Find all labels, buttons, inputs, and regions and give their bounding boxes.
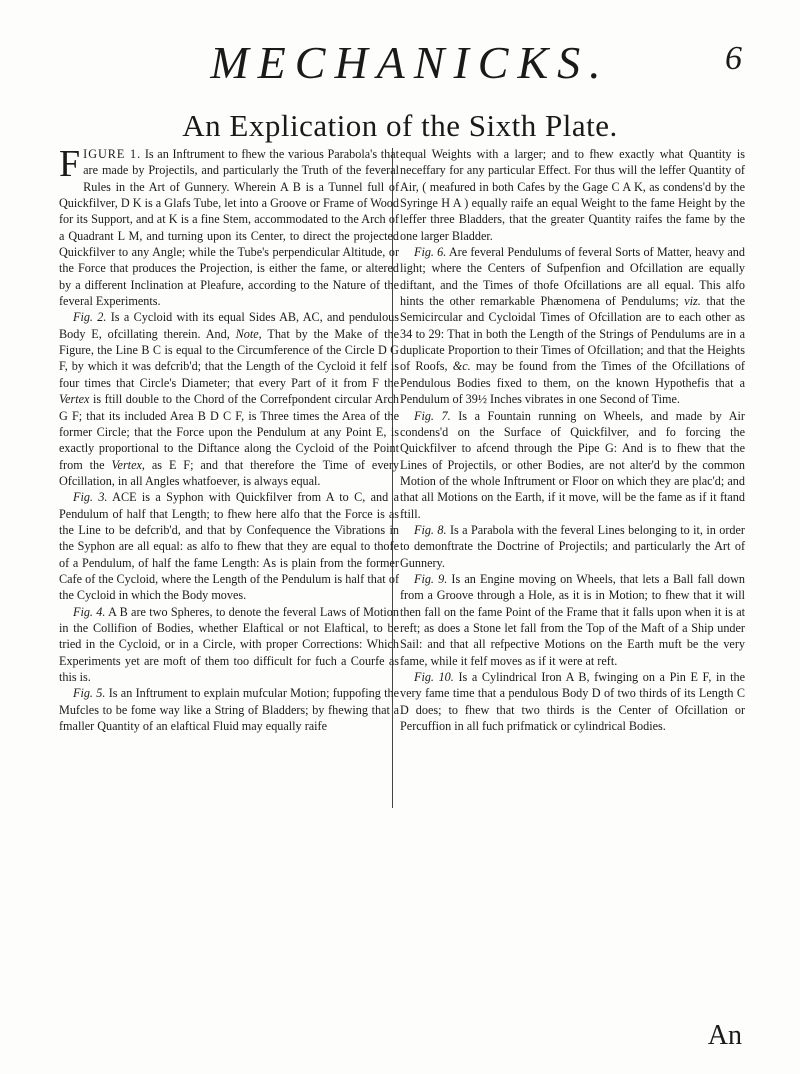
italic-term: viz. (684, 294, 701, 309)
paragraph-figure-8 (400, 522, 745, 571)
paragraph-text: ACE is a Syphon with Quickfilver from A to C, and a Pendulum of half that Length; to fhew here alfo that the Force is as the Line to be defcrib'd, and that by Confequence the Vibrations in the Syphon are all equal: as alfo to fhew that they are equal to thofe of a Pendulum, of half the fame Length: As is plain from the former Cafe of the Cycloid, where the Length of the Pendulum is half that of the Cycloid in which the Body moves. (59, 490, 399, 603)
paragraph-text: is ftill double to the Chord of the Correfpondent circular Arch G F; that its included Area B D C F, is Three times the Area of the former Circle; that the Force upon the Pendulum at any Point E, is exactly proportional to the Diftance along the Cycloid of the Point from the (59, 392, 399, 472)
catchword: An (707, 1020, 742, 1051)
paragraph-text: Is a Cycloid with its equal Sides AB, AC, and pendulous Body E, ofcillating therein. And, (59, 310, 399, 341)
paragraph-text: as E F; and that therefore the Time of every Ofcillation, in all Angles whatfoever, is always equal. (59, 457, 399, 488)
paragraph-text: may be found from the Times of the Ofcillations of Pendulous Bodies fixed to them, on the known Hypothefis that a Pendulum of 39½ Inches vibrates in one Second of Time. (400, 359, 745, 407)
paragraph-figure-4 (59, 604, 399, 686)
paragraph-figure-7 (400, 408, 745, 522)
drop-cap: F (59, 143, 81, 185)
italic-term: &c. (452, 359, 471, 374)
paragraph-text: A B are two Spheres, to denote the feveral Laws of Motion in the Collifion of Bodies, whether Elaftical or not Elaftical, to be tried in the Cycloid, or in a Circle, with proper Corrections: Which Experiments yet are moft of them too difficult for fuch a Courfe as this is. (59, 604, 399, 684)
paragraph-text: Is an Inftrument to explain mufcular Motion; fuppofing the Mufcles to be fome way like a String of Bladders; by fhewing that a fmaller Quantity of an elaftical Fluid may equally raife (59, 686, 399, 734)
figure-label: Fig. 9. (414, 571, 448, 586)
italic-term: Vertex (59, 392, 90, 407)
left-column (59, 143, 399, 734)
paragraph-continued (400, 146, 745, 244)
figure-label: Fig. 4. (73, 604, 106, 619)
paragraph-text: Is a Parabola with the feveral Lines belonging to it, in order to demonftrate the Doctrine of Projectils; and particularly the Art of Gunnery. (400, 522, 745, 570)
paragraph-text: Is a Cylindrical Iron A B, fwinging on a Pin E F, in the very fame time that a pendulous Body D of two thirds of its Length C D does; to fhew that two thirds is the Center of Ofcillation or Percuffion in all fuch prifmatick or cylindrical Bodies. (400, 670, 745, 734)
figure-label: IGURE 1. (83, 147, 142, 161)
paragraph-text: that the Semicircular and Cycloidal Times of Ofcillation are to each other as 34 to 29: That in both the Length of the Strings of Pendulums are in a duplicate Proportion to their Times of Ofcillation; and that the Heights of Roofs, (400, 294, 745, 374)
paragraph-text: Is an Inftrument to fhew the various Parabola's that are made by Projectils, and particularly the Truth of the feveral Rules in the Art of Gunnery. Wherein A B is a Tunnel full of Quickfilver, D K is a Glafs Tube, let into a Groove or Frame of Wood for its Support, and at K is a fine Stem, accommodated to the Arch of a Quadrant L M, and turning upon its Center, to direct the projected Quickfilver to any Angle; while the Tube's perpendicular Altitude, or the Force that produces the Projection, is either the fame, or altered by a different Inclination at Pleafure, according to the Nature of the feveral Experiments. (59, 147, 399, 309)
italic-term: Note, (235, 326, 262, 341)
paragraph-figure-5 (59, 685, 399, 734)
paragraph-text: Are feveral Pendulums of feveral Sorts of Matter, heavy and light; where the Centers of Sufpenfion and Ofcillation are equally diftant, and the Times of thofe Ofcillations are all equal. This alfo hints the other remarkable Phænomena of Pendulums; (400, 245, 745, 309)
figure-label: Fig. 10. (414, 670, 454, 684)
paragraph-figure-6 (400, 244, 745, 407)
paragraph-figure-1 (59, 143, 399, 309)
paragraph-text: That by the Make of the Figure, the Line B C is equal to the Circumference of the Circle D G F, by which it was defcrib'd; that the Length of the Cycloid it felf is four times that Circle's Diameter; that every Part of it from F the (59, 326, 399, 390)
figure-label: Fig. 7. (414, 408, 451, 423)
page-number: 6 (725, 40, 742, 77)
right-column (400, 146, 745, 734)
figure-label: Fig. 3. (73, 490, 108, 505)
paragraph-text: Is a Fountain running on Wheels, and made by Air condens'd on the Surface of Quickfilver, and fo forcing the Quickfilver to afcend through the Pipe G: And is to fhew that the Lines of Projectils, or other Bodies, are not alter'd by the common Motion of the whole Inftrument or Floor on which they are plac'd; and that all Motions on the Earth, if it move, will be the fame as if it ftand ftill. (400, 408, 745, 521)
paragraph-text: Is an Engine moving on Wheels, that lets a Ball fall down from a Groove through a Hole, as it is in Motion; to fhew that it will then fall on the fame Point of the Frame that it falls upon when it is at reft; as does a Stone let fall from the Top of the Maft of a Ship under Sail: and that all refpective Motions on the Earth muft be the very fame, while it felf moves as if it were at reft. (400, 571, 745, 668)
running-head: MECHANICKS. (210, 37, 610, 88)
figure-label: Fig. 2. (73, 310, 107, 325)
paragraph-figure-3 (59, 489, 399, 603)
paragraph-figure-2 (59, 309, 399, 489)
plate-title: An Explication of the Sixth Plate. (182, 108, 618, 143)
paragraph-figure-10 (400, 669, 745, 734)
figure-label: Fig. 6. (414, 245, 447, 260)
paragraph-figure-9 (400, 571, 745, 669)
figure-label: Fig. 8. (414, 522, 447, 537)
figure-label: Fig. 5. (73, 686, 106, 701)
italic-term: Vertex, (111, 457, 145, 472)
paragraph-text: equal Weights with a larger; and to fhew exactly what Quantity is neceffary for any particular Effect. For thus will the leffer Quantity of Air, ( meafured in both Cafes by the Gage C A K, as condens'd by the Syringe H A ) equally raife an equal Weight to the fame Height by the leffer three Bladders, that the greater Quantity raifes the fame by the one larger Bladder. (400, 147, 745, 243)
